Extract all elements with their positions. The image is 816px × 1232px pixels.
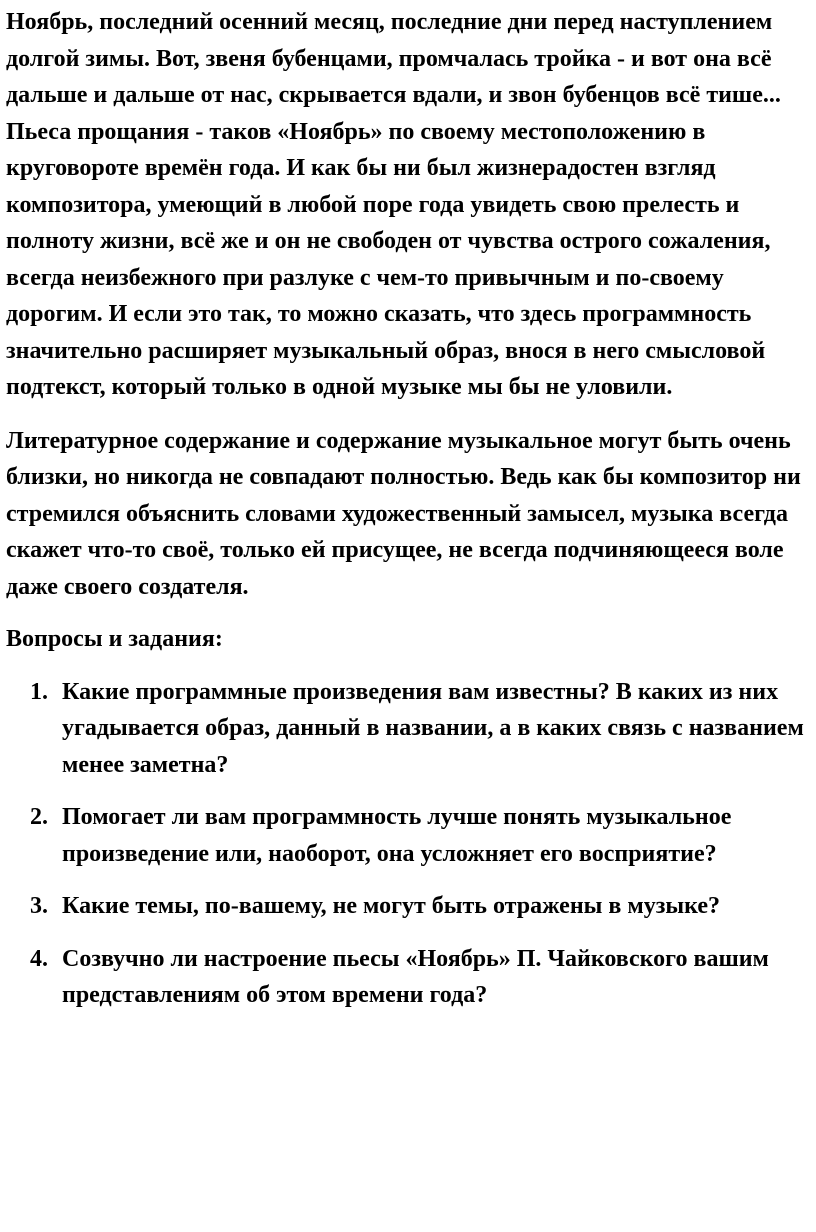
question-number: 2. — [30, 804, 48, 830]
question-item — [30, 888, 810, 925]
question-number: 4. — [30, 945, 48, 972]
paragraph-literary-content: Литературное содержание и содержание музыкальное могут быть очень близки, но никогда не совпадают полностью. Ведь как бы композитор ни стремился объяснить словами художественный замысел, музыка всегда скажет что-то своё, только ей присущее, не всегда подчиняющееся воле даже своего создателя. — [6, 427, 801, 600]
question-text: Какие программные произведения вам известны? В каких из них угадывается образ, данный в названии, а в каких связь с названием менее заметна? — [62, 678, 804, 778]
question-number: 1. — [30, 678, 48, 705]
questions-heading: Вопросы и задания: — [6, 626, 223, 652]
question-text: Помогает ли вам программность лучше понять музыкальное произведение или, наоборот, она усложняет его восприятие? — [62, 804, 732, 867]
paragraph-november: Ноябрь, последний осенний месяц, последние дни перед наступлением долгой зимы. Вот, звеня бубенцами, промчалась тройка - и вот она всё дальше и дальше от нас, скрывается вдали, и звон бубенцов всё тише... Пьеса прощания - таков «Ноябрь» по своему местоположению в круговороте времён года. И как бы ни был жизнерадостен взгляд композитора, умеющий в любой поре года увидеть свою прелесть и полноту жизни, всё же и он не свободен от чувства острого сожаления, всегда неизбежного при разлуке с чем-то привычным и по-своему дорогим. И если это так, то можно сказать, что здесь программность значительно расширяет музыкальный образ, внося в него смысловой подтекст, который только в одной музыке мы бы не уловили. — [6, 9, 781, 400]
question-number: 3. — [30, 893, 48, 919]
question-item — [30, 941, 810, 1014]
question-text: Созвучно ли настроение пьесы «Ноябрь» П. Чайковского вашим представлениям об этом времени года? — [62, 945, 769, 1008]
question-item — [30, 674, 810, 784]
question-item — [30, 799, 810, 872]
questions-list — [6, 674, 810, 1014]
question-text: Какие темы, по-вашему, не могут быть отражены в музыке? — [62, 893, 720, 919]
